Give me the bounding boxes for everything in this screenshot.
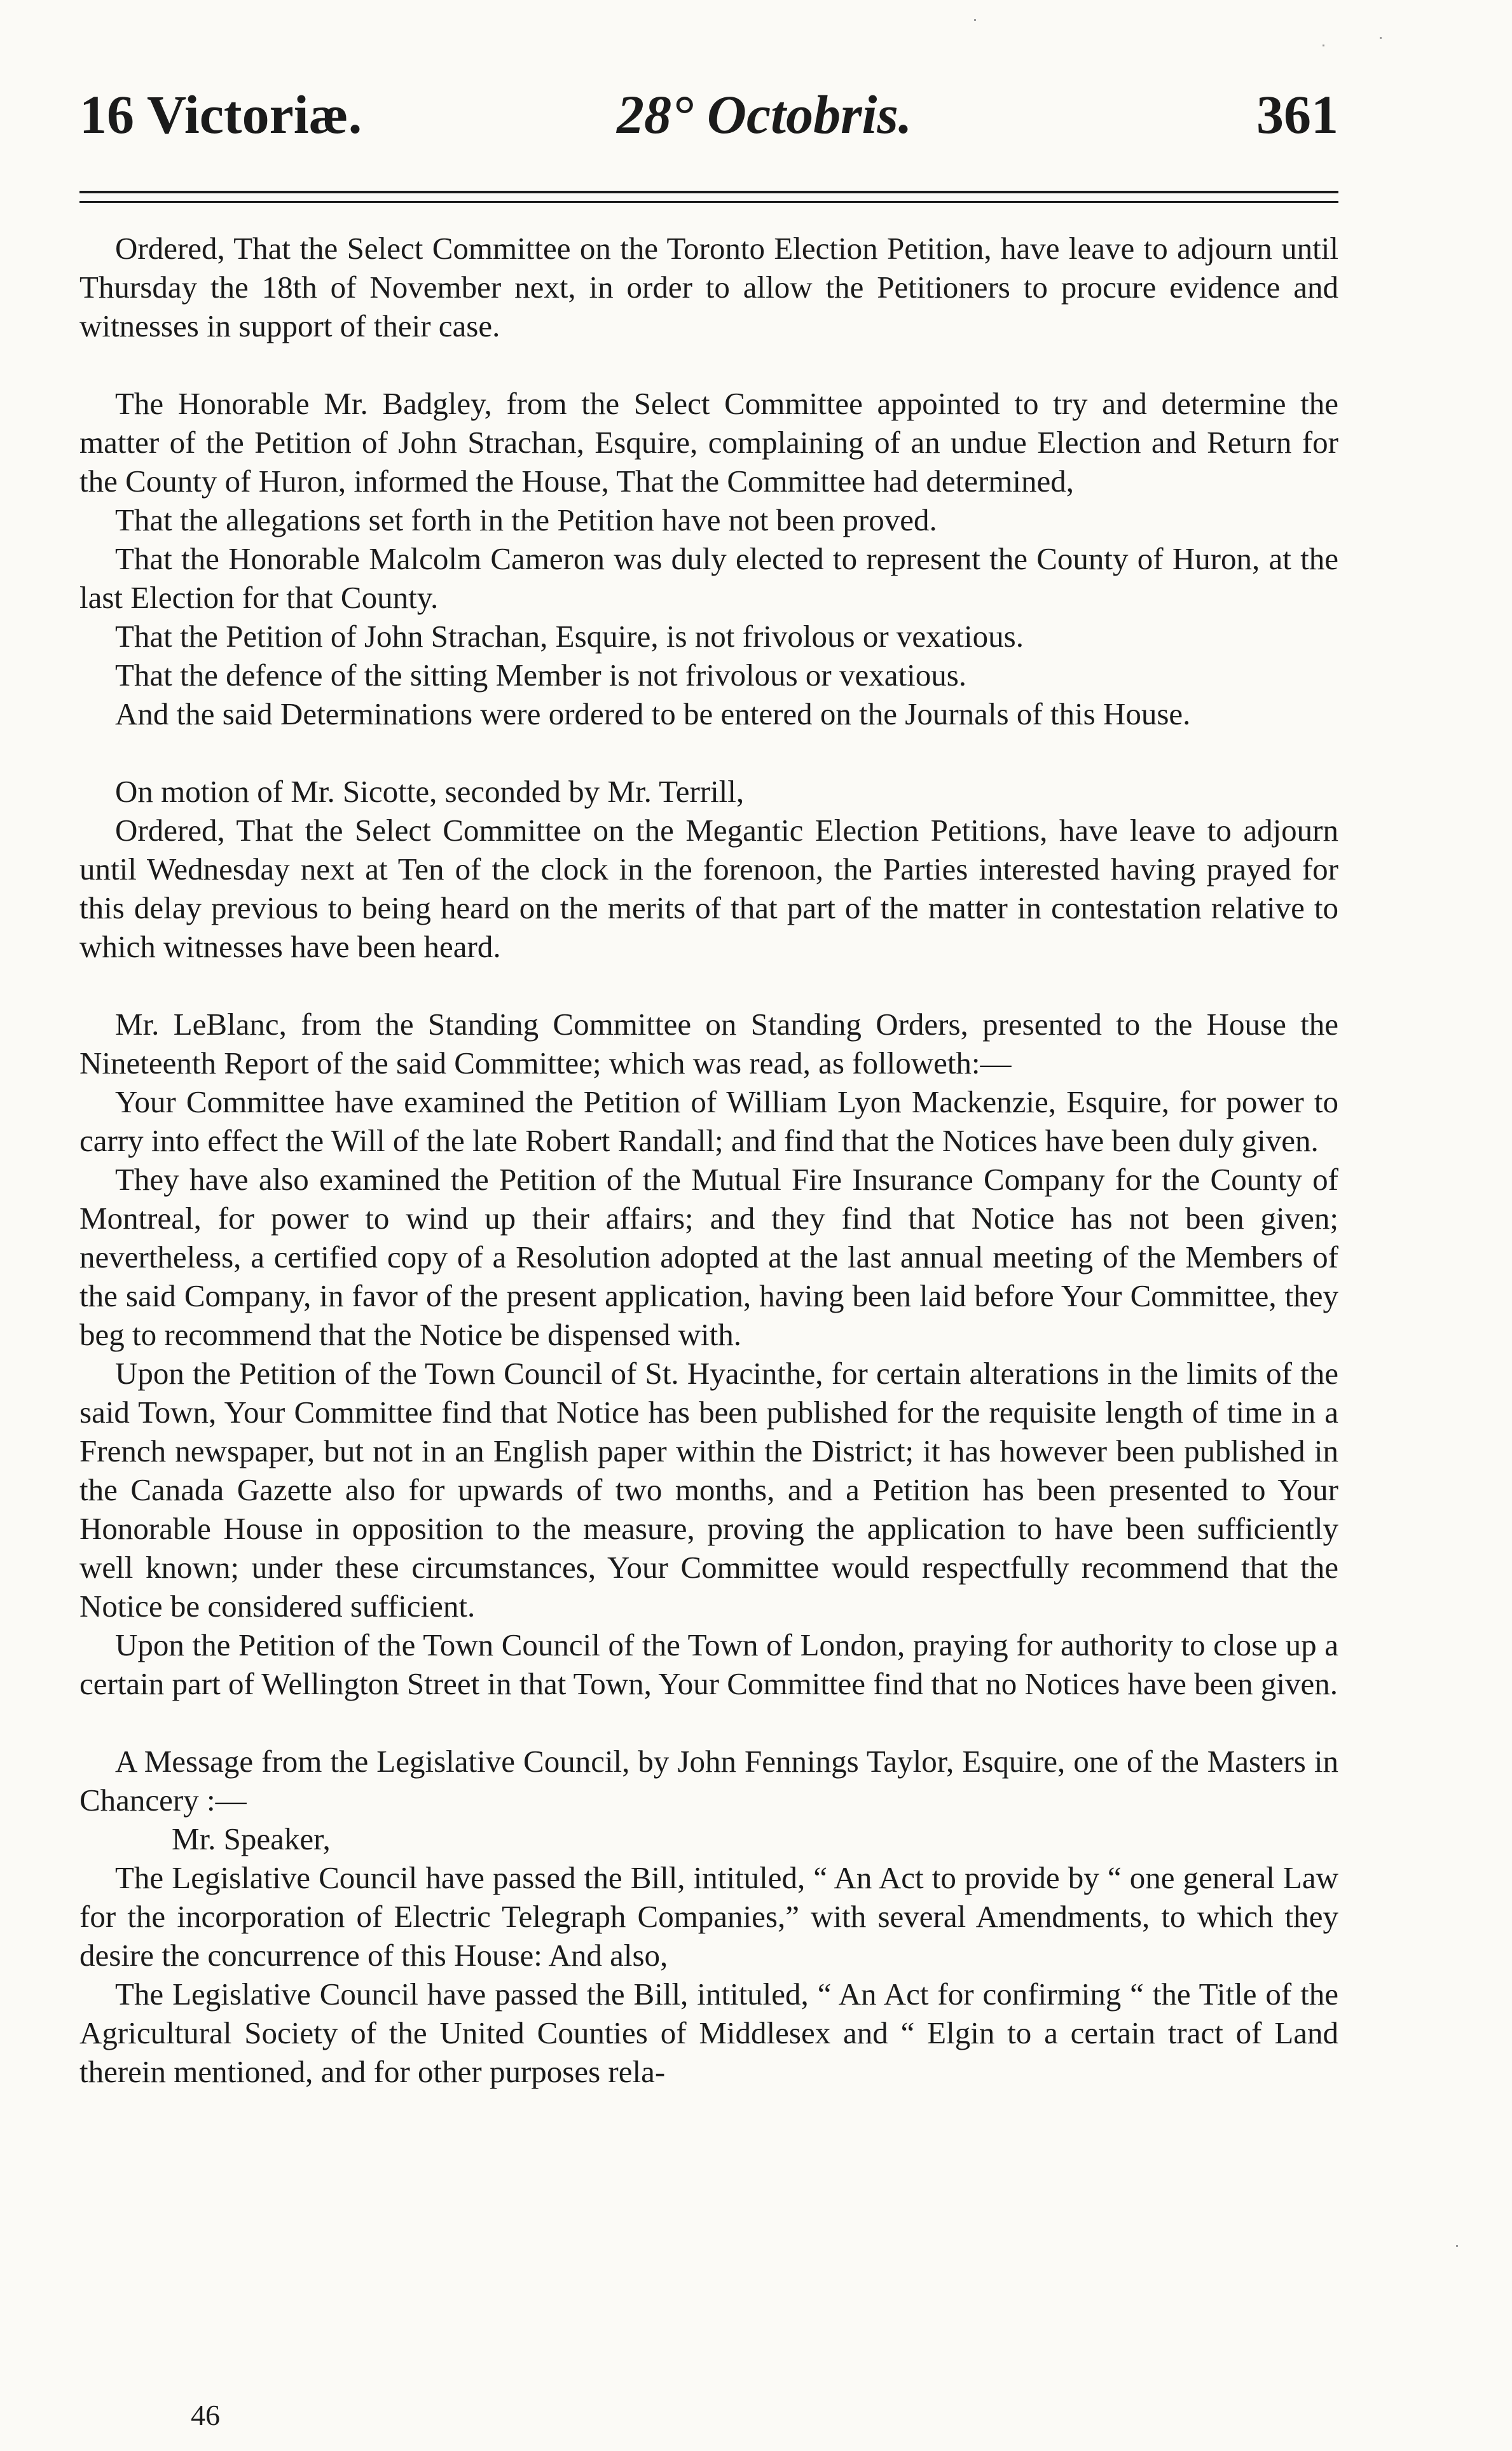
paragraph-mr-speaker: Mr. Speaker, bbox=[172, 1821, 331, 1856]
scan-speck bbox=[974, 19, 976, 21]
header-date: 28° Octobris. bbox=[617, 84, 912, 145]
paragraph-determinations-entered: And the said Determinations were ordered to be entered on the Journals of this House. bbox=[115, 696, 1191, 731]
paragraph-megantic-adjourn: Ordered, That the Select Committee on the Megantic Election Petitions, have leave to adjourn until Wednesday next at Ten of the clock in the forenoon, the Parties interested having prayed for this delay previous to being heard on the merits of that part of the matter in contestation relative to which witnesses have been heard. bbox=[79, 813, 1338, 964]
paragraph-defence-not-frivolous: That the defence of the sitting Member is not frivolous or vexatious. bbox=[115, 658, 967, 693]
paragraph-agricultural-bill: The Legislative Council have passed the Bill, intituled, “ An Act for confirming “ the Title of the Agricultural Society of the United Counties of Middlesex and “ Elgin to a certain tract of Land therein mentioned, and for other purposes rela- bbox=[79, 1977, 1338, 2089]
journal-page bbox=[79, 0, 1338, 2451]
paragraph-gap bbox=[79, 733, 1338, 772]
scan-speck bbox=[1380, 37, 1382, 39]
paragraph-cameron-elected: That the Honorable Malcolm Cameron was duly elected to represent the County of Huron, at the last Election for that County. bbox=[79, 541, 1338, 615]
scan-speck bbox=[1323, 45, 1324, 46]
paragraph-gap bbox=[79, 1703, 1338, 1742]
paragraph-gap bbox=[79, 345, 1338, 384]
paragraph-london-wellington: Upon the Petition of the Town Council of the Town of London, praying for authority to close up a certain part of Wellington Street in that Town, Your Committee find that no Notices have been given. bbox=[79, 1627, 1338, 1701]
running-header bbox=[79, 79, 1338, 156]
paragraph-mackenzie-petition: Your Committee have examined the Petition of William Lyon Mackenzie, Esquire, for power to carry into effect the Will of the late Robert Randall; and find that the Notices have been duly given. bbox=[79, 1084, 1338, 1158]
paragraph-motion-sicotte: On motion of Mr. Sicotte, seconded by Mr. Terrill, bbox=[115, 774, 745, 809]
paragraph-petition-not-frivolous: That the Petition of John Strachan, Esquire, is not frivolous or vexatious. bbox=[115, 619, 1024, 654]
scan-speck bbox=[1456, 2245, 1458, 2247]
page-number: 361 bbox=[1256, 84, 1338, 145]
paragraph-mutual-fire-insurance: They have also examined the Petition of the Mutual Fire Insurance Company for the County of Montreal, for power to wind up their affairs; and they find that Notice has not been given; nevertheless, a certified copy of a Resolution adopted at the last annual meeting of the Members of the said Company, in favor of the present application, having been laid before Your Committee, they beg to recommend that the Notice be dispensed with. bbox=[79, 1162, 1338, 1352]
paragraph-telegraph-bill: The Legislative Council have passed the Bill, intituled, “ An Act to provide by “ one general Law for the incorporation of Electric Telegraph Companies,” with several Amendments, to which they desire the concurrence of this House: And also, bbox=[79, 1860, 1338, 1973]
paragraph-council-message: A Message from the Legislative Council, by John Fennings Taylor, Esquire, one of the Masters in Chancery :— bbox=[79, 1744, 1338, 1818]
paragraph-toronto-petition: Ordered, That the Select Committee on the Toronto Election Petition, have leave to adjourn until Thursday the 18th of November next, in order to allow the Petitioners to procure evidence and witnesses in support of their case. bbox=[79, 231, 1338, 343]
paragraph-huron-report: The Honorable Mr. Badgley, from the Select Committee appointed to try and determine the matter of the Petition of John Strachan, Esquire, complaining of an undue Election and Return for the County of Huron, informed the House, That the Committee had determined, bbox=[79, 386, 1338, 499]
paragraph-st-hyacinthe: Upon the Petition of the Town Council of St. Hyacinthe, for certain alterations in the limits of the said Town, Your Committee find that Notice has been published for the requisite length of time in a French newspaper, but not in an English paper within the District; it has however been published in the Canada Gazette also for upwards of two months, and a Petition has been presented to Your Honorable House in opposition to the measure, proving the application to have been sufficiently well known; under these circumstances, Your Committee would respectfully recommend that the Notice be considered sufficient. bbox=[79, 1356, 1338, 1624]
header-regnal-year: 16 Victoriæ. bbox=[79, 84, 362, 145]
header-rule-thick bbox=[79, 191, 1338, 193]
printer-signature-mark: 46 bbox=[191, 2399, 220, 2431]
paragraph-gap bbox=[79, 966, 1338, 1005]
paragraph-allegations: That the allegations set forth in the Petition have not been proved. bbox=[115, 502, 937, 537]
header-rule-thin bbox=[79, 201, 1338, 203]
paragraph-leblanc-report: Mr. LeBlanc, from the Standing Committee on Standing Orders, presented to the House the Nineteenth Report of the said Committee; which was read, as followeth:— bbox=[79, 1007, 1338, 1081]
journal-body bbox=[79, 229, 1338, 2091]
